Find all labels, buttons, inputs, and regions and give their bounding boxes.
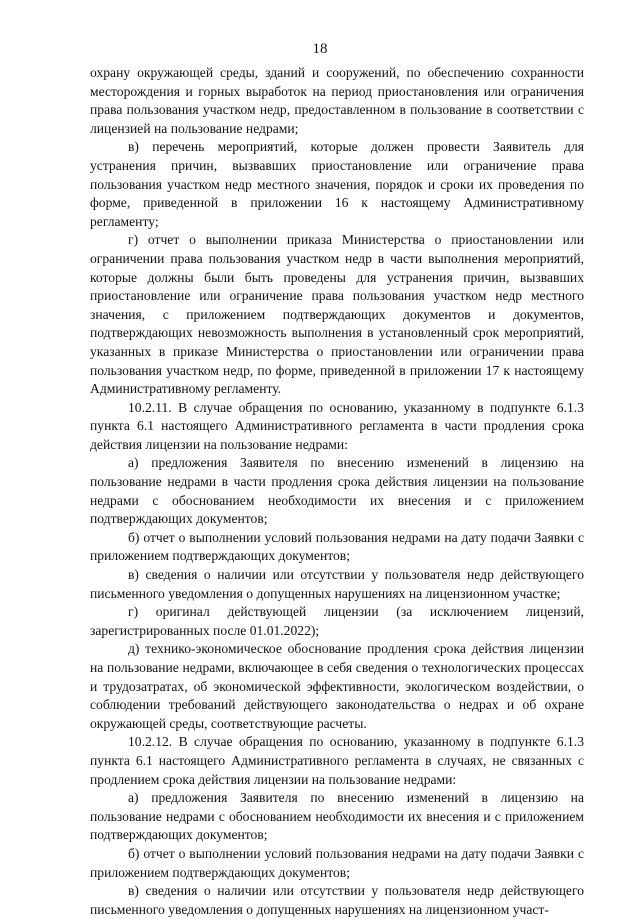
- paragraph: д) технико-экономическое обоснование продления срока действия лицензии на пользование недрами, включающее в себя сведения о технологических процессах и трудозатратах, об экономической эффективности, экологическом воздействии, о соблюдении требований действующего законодательства о недрах и об охране окружающей среды, соответствующие расчеты.: [90, 641, 584, 731]
- page-number: 18: [312, 41, 328, 57]
- paragraph: в) сведения о наличии или отсутствии у пользователя недр действующего письменного уведомления о допущенных нарушениях на лицензионном участке;: [90, 567, 584, 601]
- paragraph: 10.2.11. В случае обращения по основанию, указанному в подпункте 6.1.3 пункта 6.1 настоящего Административного регламента в части продления срока действия лицензии на пользование недрами:: [90, 399, 584, 452]
- paragraph: г) оригинал действующей лицензии (за исключением лицензий, зарегистрированных после 01.01.2022);: [90, 604, 584, 638]
- paragraph: в) сведения о наличии или отсутствии у пользователя недр действующего письменного уведомления о допущенных нарушениях на лицензионном участ-: [90, 883, 584, 917]
- paragraph: а) предложения Заявителя по внесению изменений в лицензию на пользование недрами с обоснованием необходимости их внесения и с приложением подтверждающих документов;: [90, 790, 584, 843]
- paragraph: охрану окружающей среды, зданий и сооружений, по обеспечению сохранности месторождения и горных выработок на период приостановления или ограничения права пользования участком недр, предоставленном в пользование в соответствии с лицензией на пользование недрами;: [90, 65, 584, 136]
- document-body: [90, 64, 584, 919]
- paragraph: б) отчет о выполнении условий пользования недрами на дату подачи Заявки с приложением подтверждающих документов;: [90, 529, 584, 564]
- paragraph: 10.2.12. В случае обращения по основанию, указанному в подпункте 6.1.3 пункта 6.1 настоящего Административного регламента в случаях, не связанных с продлением срока действия лицензии на пользование недрами:: [90, 734, 584, 787]
- paragraph: в) перечень мероприятий, которые должен провести Заявитель для устранения причин, вызвавших приостановление или ограничение права пользования участком недр местного значения, порядок и сроки их проведения по форме, приведенной в приложении 16 к настоящему Административному регламенту;: [90, 139, 584, 229]
- paragraph: г) отчет о выполнении приказа Министерства о приостановлении или ограничении права пользования участком недр в части выполнения мероприятий, которые должны были быть проведены для устранения причин, вызвавших приостановление или ограничение права пользования участком недр местного значения, с приложением подтверждающих документов и документов, подтверждающих невозможность выполнения в установленный срок мероприятий, указанных в приказе Министерства о приостановлении или ограничении права пользования участком недр, по форме, приведенной в приложении 17 к настоящему Административному регламенту.: [90, 232, 584, 397]
- paragraph: б) отчет о выполнении условий пользования недрами на дату подачи Заявки с приложением подтверждающих документов;: [90, 845, 584, 880]
- paragraph: а) предложения Заявителя по внесению изменений в лицензию на пользование недрами в части продления срока действия лицензии на пользование недрами с обоснованием необходимости их внесения и с приложением подтверждающих документов;: [90, 455, 584, 527]
